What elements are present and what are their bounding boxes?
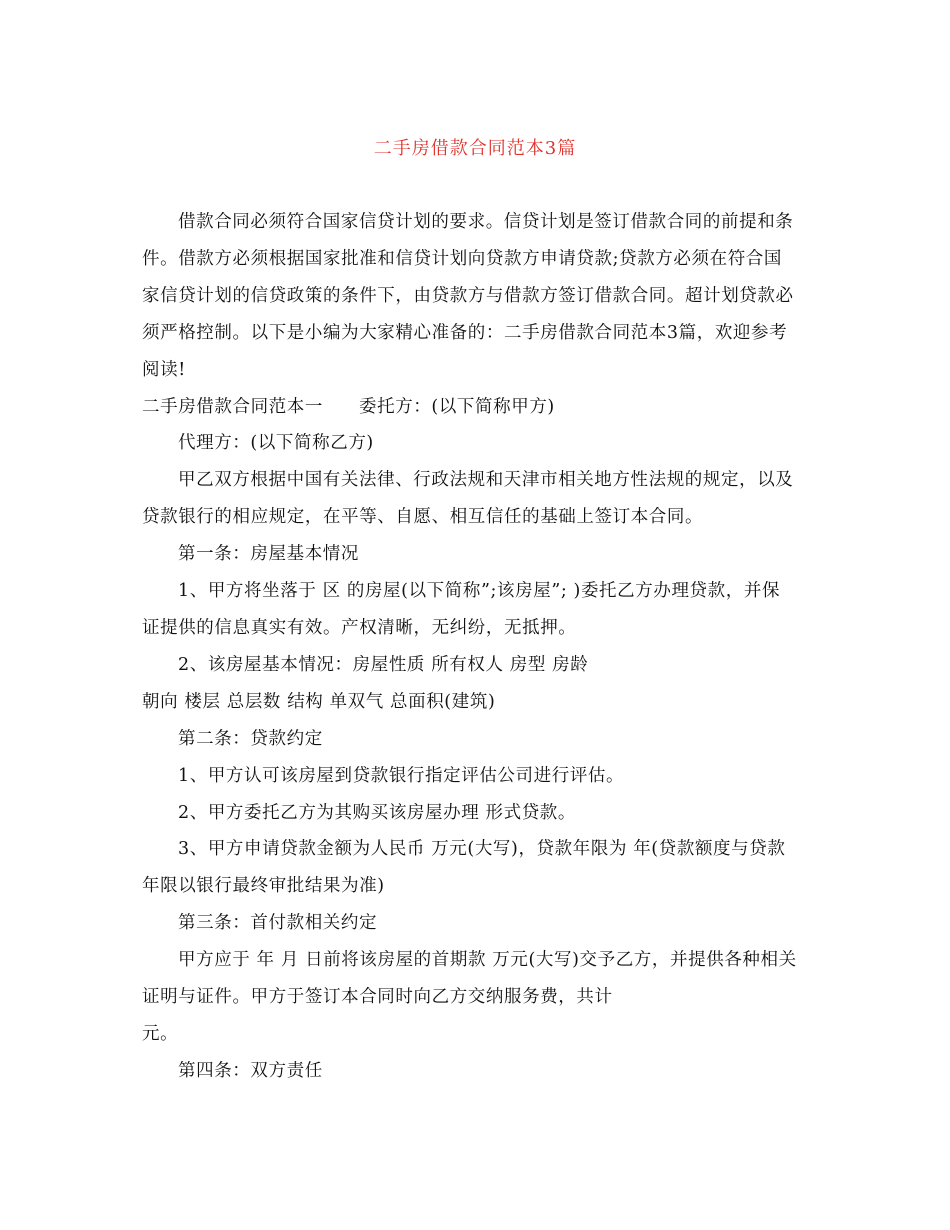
article-line: 甲方应于 年 月 日前将该房屋的首期款 万元(大写)交予乙方，并提供各种相关 — [178, 950, 797, 971]
article-2-item-3 — [142, 831, 814, 905]
document-body — [142, 204, 814, 1090]
article-line: 3、甲方申请贷款金额为人民币 万元(大写)，贷款年限为 年(贷款额度与贷款 — [178, 839, 786, 860]
party-a-line: 委托方：(以下简称甲方) — [359, 396, 555, 417]
intro-line: 须严格控制。以下是小编为大家精心准备的：二手房借款合同范本3篇，欢迎参考 — [142, 322, 788, 343]
document-title: 二手房借款合同范本3篇 — [373, 138, 577, 159]
section-one-heading-line — [142, 389, 814, 426]
intro-line: 阅读! — [142, 359, 186, 380]
article-line: 证明与证件。甲方于签订本合同时向乙方交纳服务费，共计 — [142, 987, 613, 1008]
intro-paragraph — [142, 204, 814, 389]
article-line: 2、该房屋基本情况：房屋性质 所有权人 房型 房龄 — [178, 654, 589, 675]
article-1-item-2 — [142, 647, 814, 721]
article-line: 元。 — [142, 1023, 179, 1044]
article-1-heading: 第一条：房屋基本情况 — [178, 544, 359, 565]
intro-line: 件。借款方必须根据国家批准和信贷计划向贷款方申请贷款;贷款方必须在符合国 — [142, 248, 782, 269]
article-4-heading: 第四条：双方责任 — [178, 1060, 323, 1081]
preamble-paragraph — [142, 462, 814, 536]
article-2-item-2: 2、甲方委托乙方为其购买该房屋办理 形式贷款。 — [178, 802, 576, 823]
article-3-paragraph — [142, 942, 814, 1053]
section-one-heading: 二手房借款合同范本一 — [142, 396, 323, 417]
article-3-heading: 第三条：首付款相关约定 — [178, 913, 378, 934]
intro-line: 借款合同必须符合国家信贷计划的要求。信贷计划是签订借款合同的前提和条 — [178, 212, 794, 232]
party-b-line: 代理方：(以下简称乙方) — [178, 433, 374, 454]
article-2-heading: 第二条：贷款约定 — [178, 728, 323, 749]
article-2-item-1: 1、甲方认可该房屋到贷款银行指定评估公司进行评估。 — [178, 765, 625, 786]
article-line: 年限以银行最终审批结果为准) — [142, 876, 385, 897]
article-line: 证提供的信息真实有效。产权清晰，无纠纷，无抵押。 — [142, 617, 577, 638]
article-1-item-1 — [142, 573, 814, 647]
preamble-line: 贷款银行的相应规定，在平等、自愿、相互信任的基础上签订本合同。 — [142, 507, 704, 528]
intro-line: 家信贷计划的信贷政策的条件下，由贷款方与借款方签订借款合同。超计划贷款必 — [142, 285, 794, 306]
article-line: 1、甲方将坐落于 区 的房屋(以下简称”;该房屋”; )委托乙方办理贷款，并保 — [178, 581, 781, 602]
article-line: 朝向 楼层 总层数 结构 单双气 总面积(建筑) — [142, 691, 496, 712]
preamble-line: 甲乙双方根据中国有关法律、行政法规和天津市相关地方性法规的规定，以及 — [178, 470, 794, 491]
